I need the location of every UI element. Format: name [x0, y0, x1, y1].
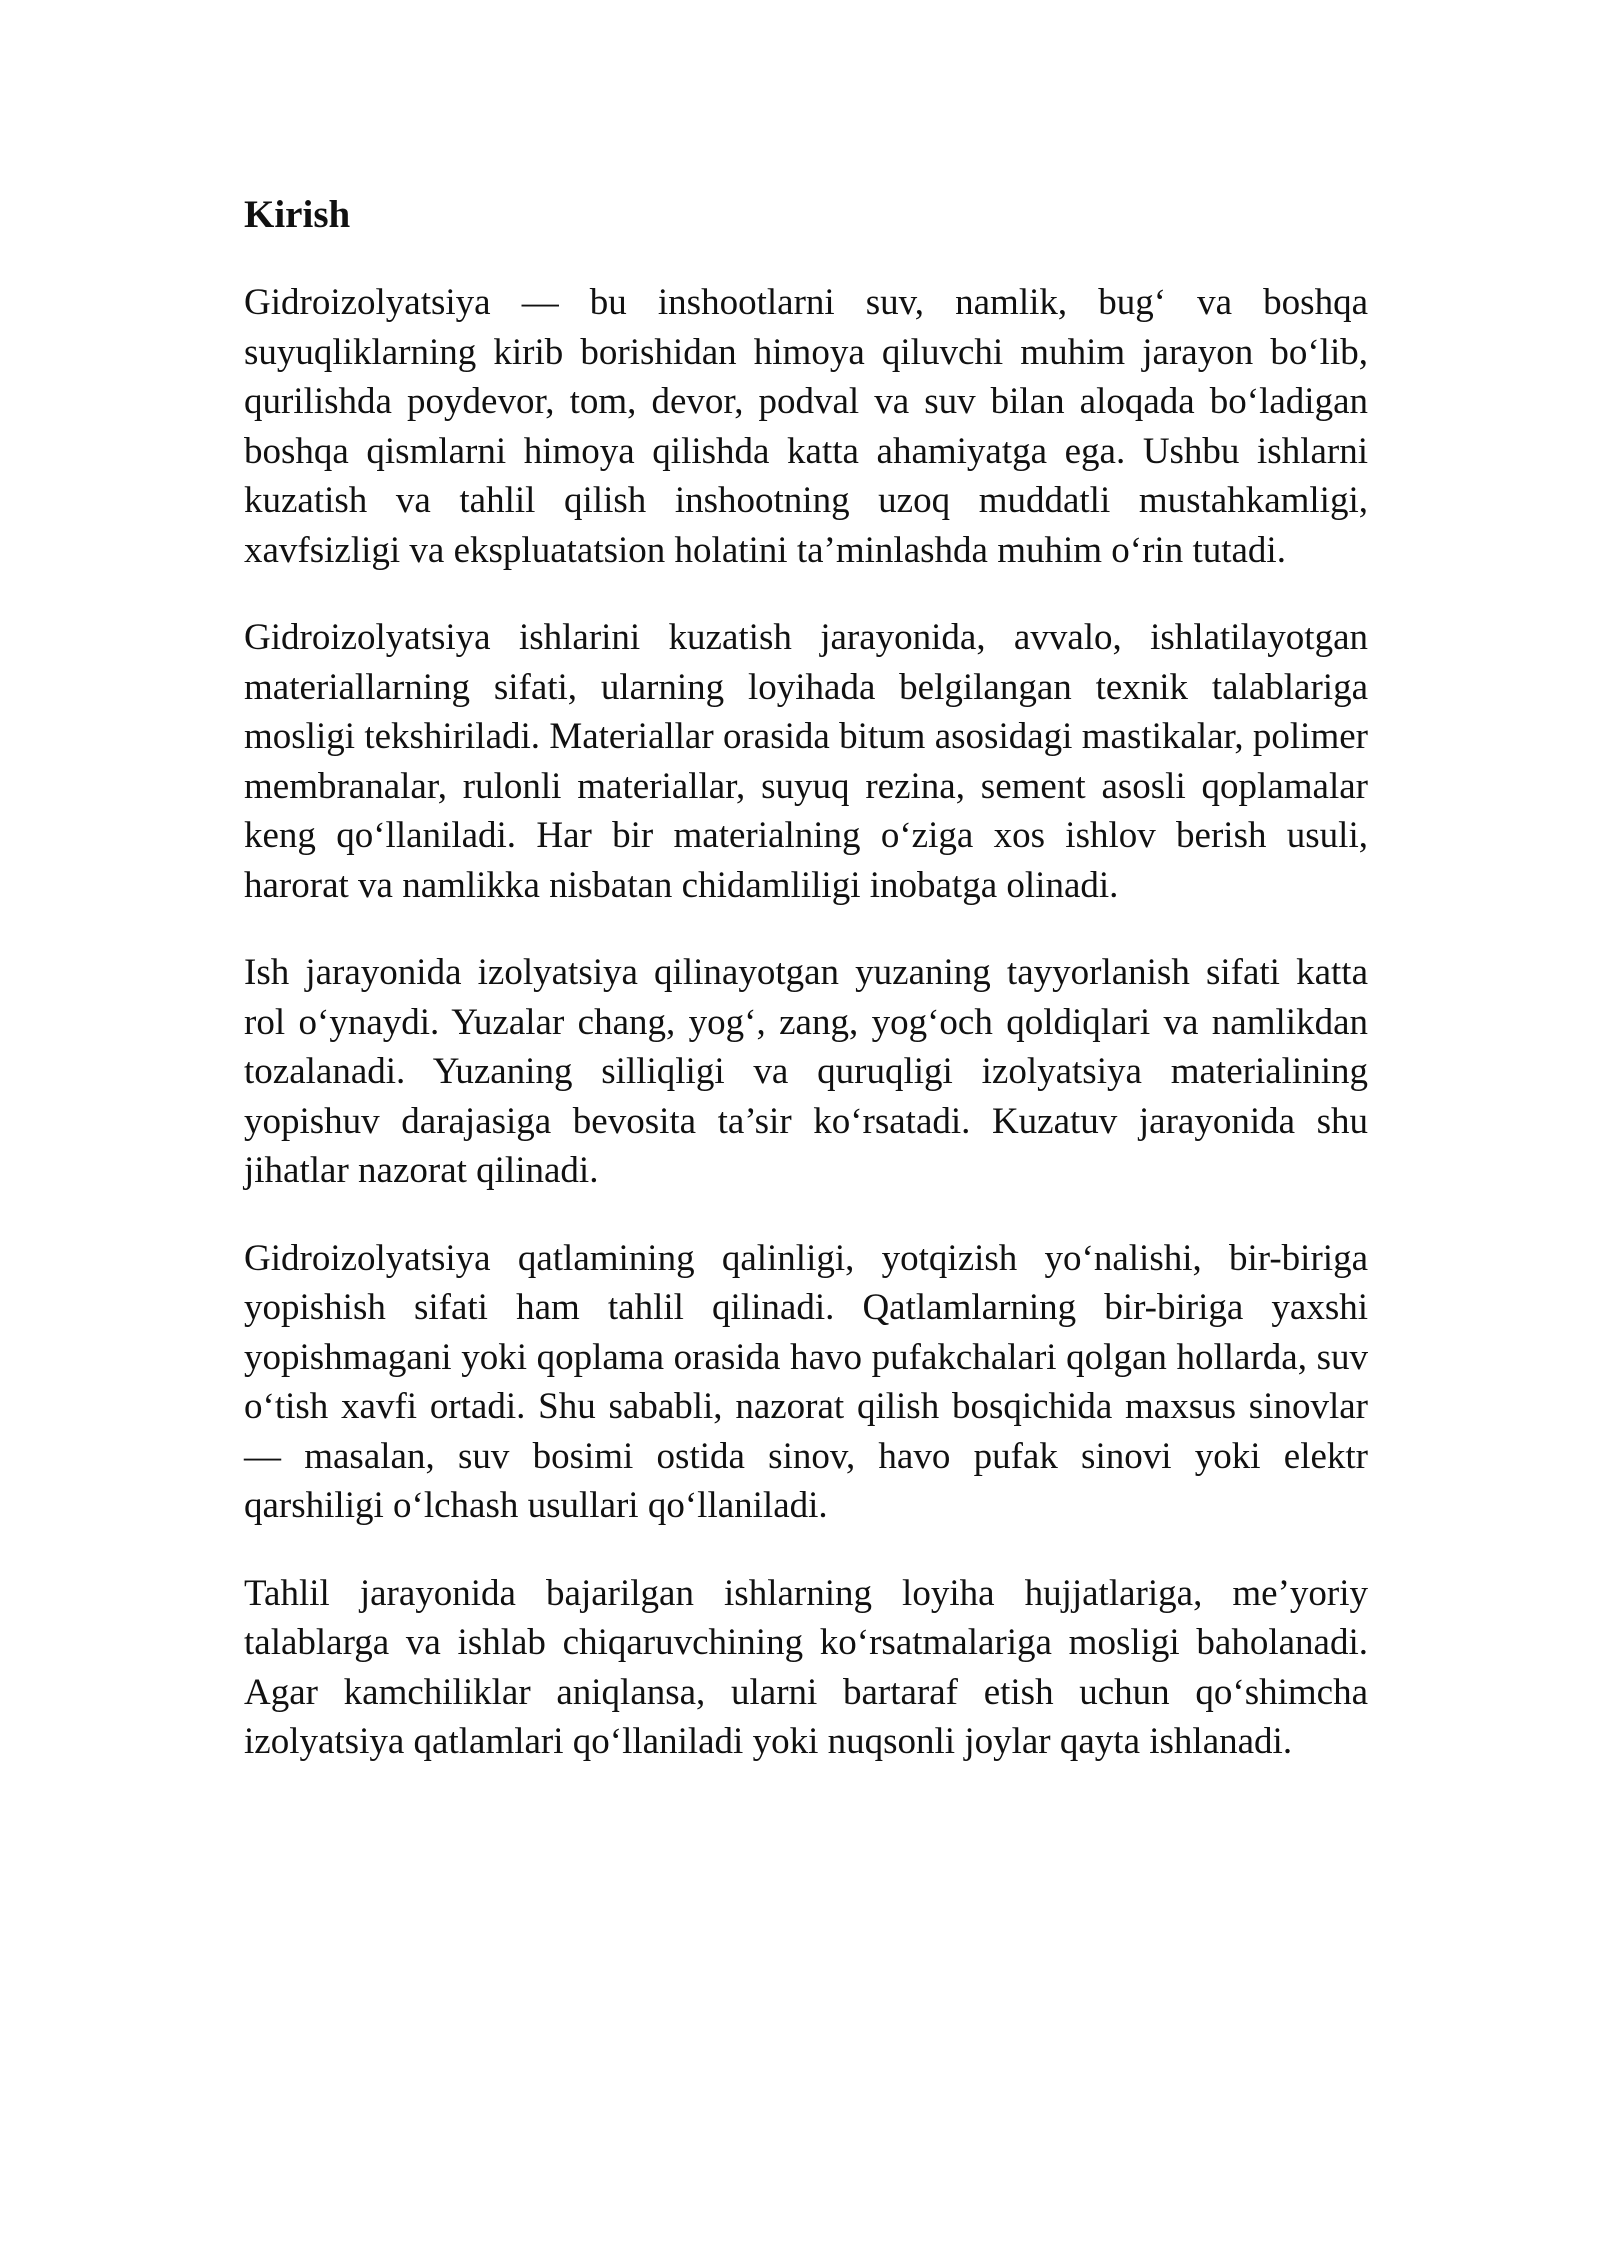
paragraph-3: Ish jarayonida izolyatsiya qilinayotgan yuzaning tayyorlanish sifati katta rol o‘ynaydi. Yuzalar chang, yog‘, zang, yog‘och qoldiqlari va namlikdan tozalanadi. Yuzaning silliqligi va quruqligi izolyatsiya materialining yopishuv darajasiga bevosita ta’sir ko‘rsatadi. Kuzatuv jarayonida shu jihatlar nazorat qilinadi. [244, 952, 1368, 1191]
paragraph-4: Gidroizolyatsiya qatlamining qalinligi, yotqizish yo‘nalishi, bir-biriga yopishish sifati ham tahlil qilinadi. Qatlamlarning bir-biriga yaxshi yopishmagani yoki qoplama orasida havo pufakchalari qolgan hollarda, suv o‘tish xavfi ortadi. Shu sababli, nazorat qilish bosqichida maxsus sinovlar — masalan, suv bosimi ostida sinov, havo pufak sinovi yoki elektr qarshiligi o‘lchash usullari qo‘llaniladi. [244, 1237, 1368, 1526]
paragraph-1: Gidroizolyatsiya — bu inshootlarni suv, namlik, bug‘ va boshqa suyuqliklarning kirib borishidan himoya qiluvchi muhim jarayon bo‘lib, qurilishda poydevor, tom, devor, podval va suv bilan aloqada bo‘ladigan boshqa qismlarni himoya qilishda katta ahamiyatga ega. Ushbu ishlarni kuzatish va tahlil qilish inshootning uzoq muddatli mustahkamligi, xavfsizligi va ekspluatatsion holatini ta’minlashda muhim o‘rin tutadi. [244, 282, 1368, 571]
paragraph-2: Gidroizolyatsiya ishlarini kuzatish jarayonida, avvalo, ishlatilayotgan materiallarning sifati, ularning loyihada belgilangan texnik talablariga mosligi tekshiriladi. Materiallar orasida bitum asosidagi mastikalar, polimer membranalar, rulonli materiallar, suyuq rezina, sement asosli qoplamalar keng qo‘llaniladi. Har bir materialning o‘ziga xos ishlov berish usuli, harorat va namlikka nisbatan chidamliligi inobatga olinadi. [244, 617, 1368, 906]
section-heading: Kirish [244, 193, 351, 236]
document-body [244, 190, 1368, 1805]
paragraph-5: Tahlil jarayonida bajarilgan ishlarning loyiha hujjatlariga, me’yoriy talablarga va ishlab chiqaruvchining ko‘rsatmalariga mosligi baholanadi. Agar kamchiliklar aniqlansa, ularni bartaraf etish uchun qo‘shimcha izolyatsiya qatlamlari qo‘llaniladi yoki nuqsonli joylar qayta ishlanadi. [244, 1572, 1368, 1762]
